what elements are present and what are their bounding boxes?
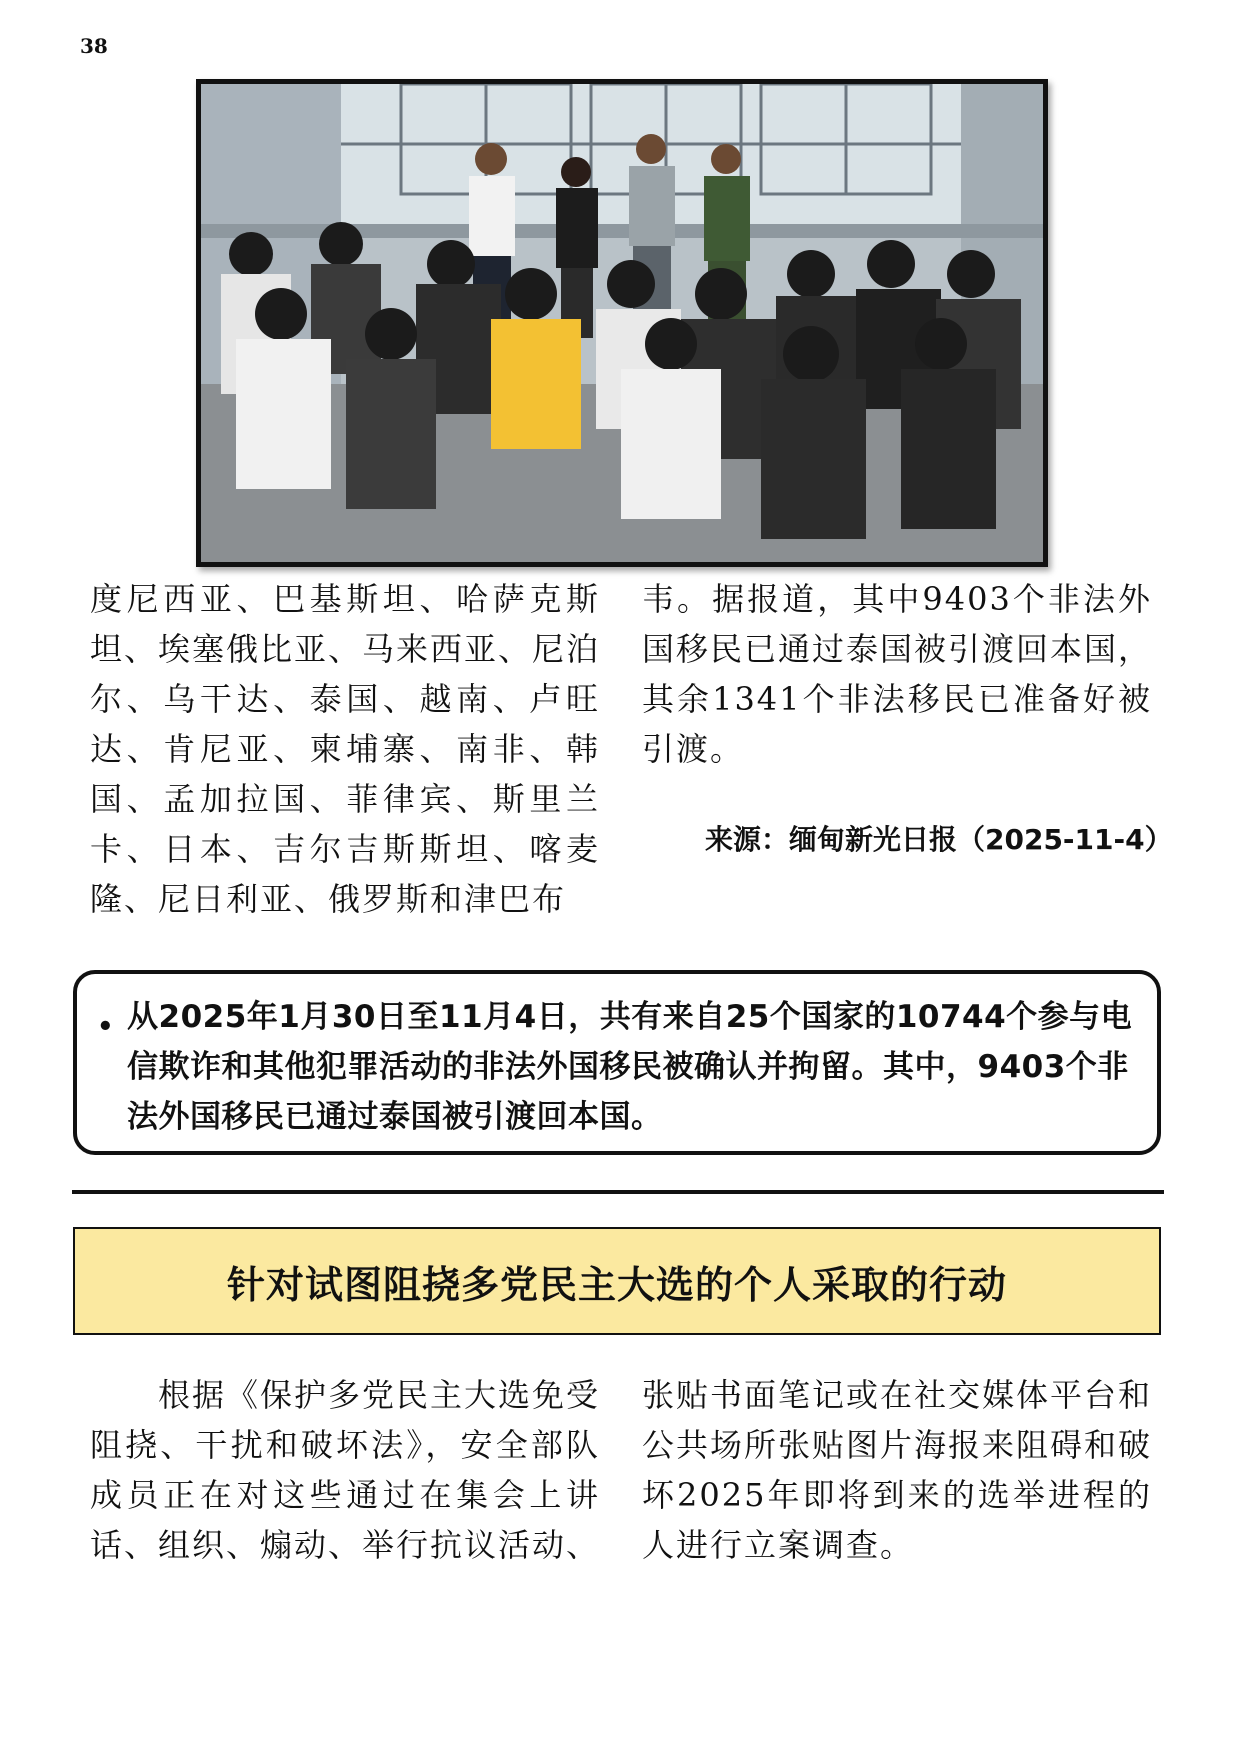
summary-callout-box — [73, 970, 1161, 1155]
page-number: 38 — [80, 34, 108, 58]
article-right-column: 韦。据报道，其中9403个非法外国移民已通过泰国被引渡回本国，其余1341个非法移民已准备好被引渡。 — [642, 580, 1153, 768]
photo-illustration — [201, 84, 1043, 562]
article-left-column: 度尼西亚、巴基斯坦、哈萨克斯坦、埃塞俄比亚、马来西亚、尼泊尔、乌干达、泰国、越南、卢旺达、肯尼亚、柬埔寨、南非、韩国、孟加拉国、菲律宾、斯里兰卡、日本、吉尔吉斯斯坦、喀麦隆、尼日利亚、俄罗斯和津巴布 — [90, 580, 601, 918]
section-right-column: 张贴书面笔记或在社交媒体平台和公共场所张贴图片海报来阻碍和破坏2025年即将到来的选举进程的人进行立案调查。 — [642, 1376, 1153, 1564]
article-source: 来源：缅甸新光日报（2025-11-4） — [705, 823, 1173, 856]
section-divider — [72, 1190, 1164, 1194]
news-photo — [196, 79, 1048, 567]
section-left-column: 根据《保护多党民主大选免受阻挠、干扰和破坏法》，安全部队成员正在对这些通过在集会上讲话、组织、煽动、举行抗议活动、 — [90, 1376, 601, 1564]
section-heading-box — [73, 1227, 1161, 1335]
bullet-icon: • — [97, 1012, 114, 1042]
summary-callout-text: 从2025年1月30日至11月4日，共有来自25个国家的10744个参与电信欺诈和其他犯罪活动的非法外国移民被确认并拘留。其中，9403个非法外国移民已通过泰国被引渡回本国。 — [127, 999, 1133, 1135]
section-heading: 针对试图阻挠多党民主大选的个人采取的行动 — [226, 1262, 1007, 1307]
